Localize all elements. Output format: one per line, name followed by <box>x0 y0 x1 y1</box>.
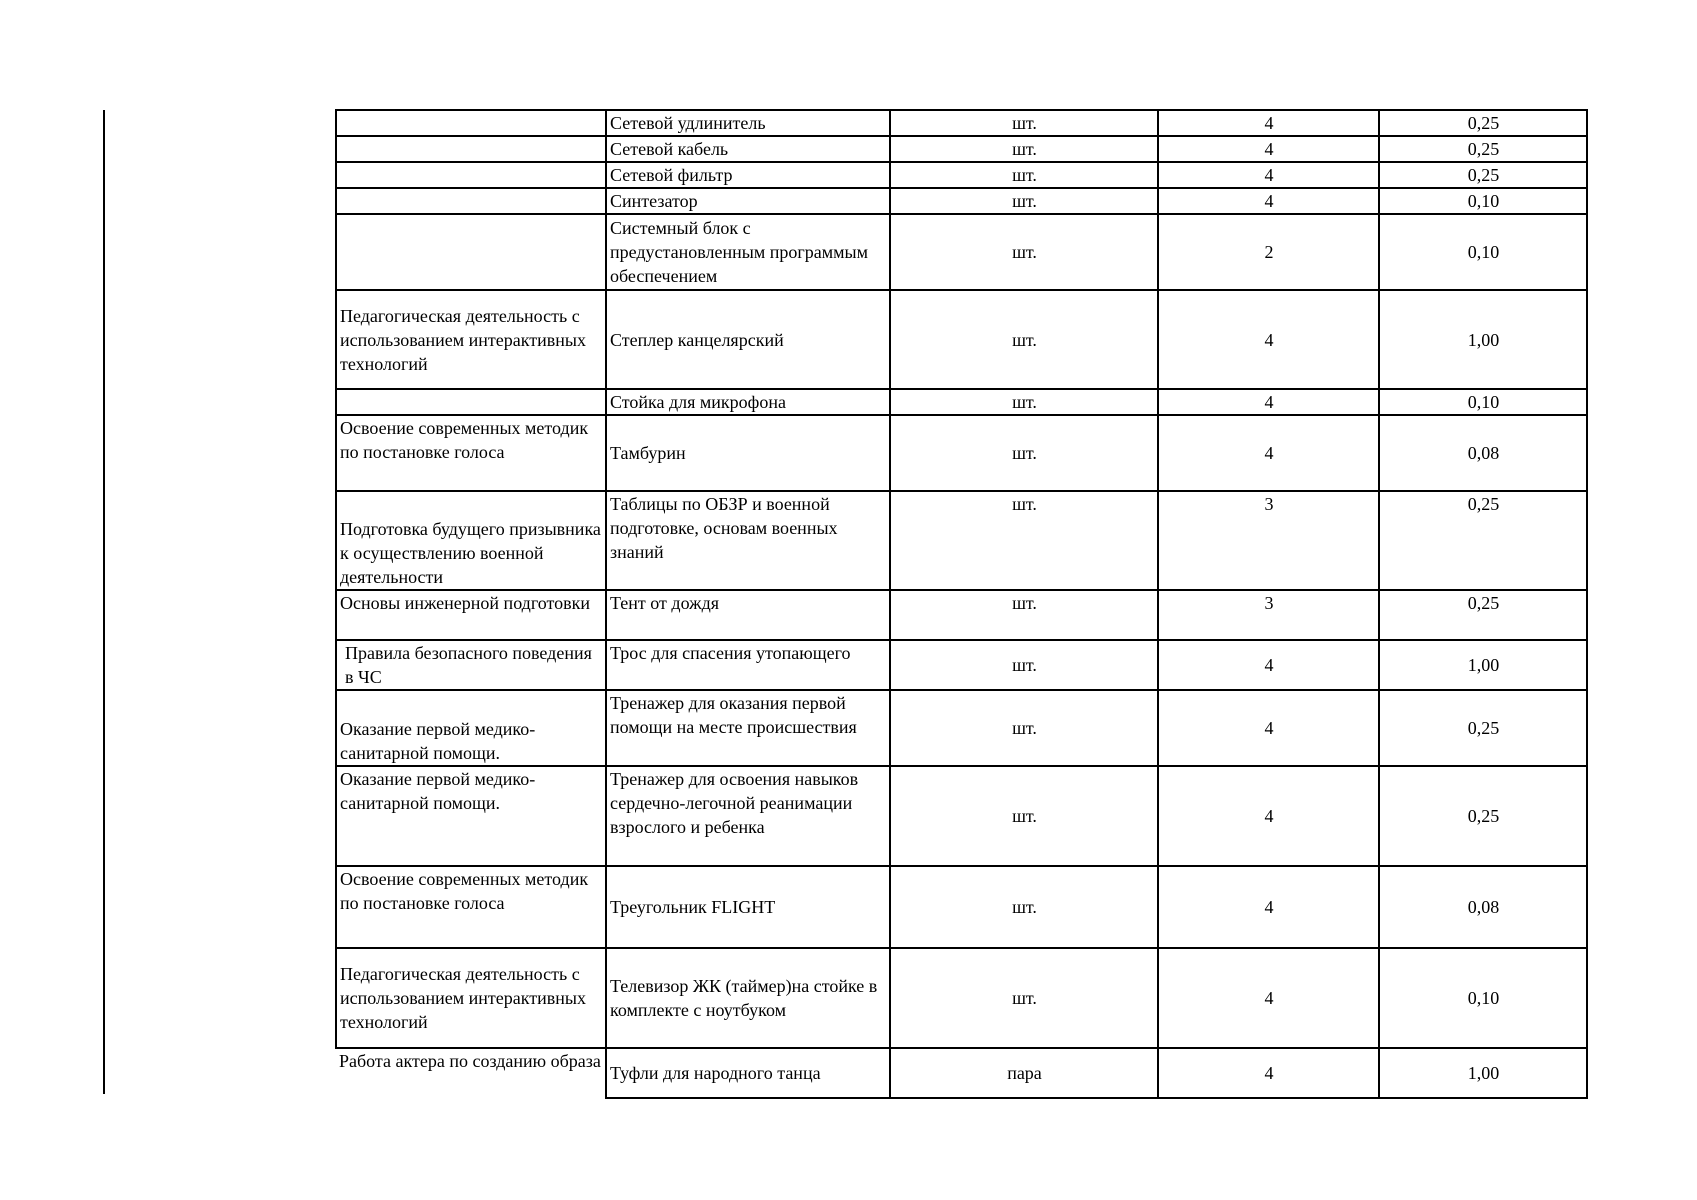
unit-cell: шт. <box>890 136 1158 162</box>
norm-cell: 0,08 <box>1379 866 1587 948</box>
norm-cell: 0,10 <box>1379 214 1587 290</box>
item-cell: Тренажер для освоения навыков сердечно-легочной реанимации взрослого и ребенка <box>606 766 890 866</box>
item-cell: Сетевой удлинитель <box>606 110 890 136</box>
table-row <box>336 136 1587 162</box>
item-cell: Тент от дождя <box>606 590 890 640</box>
item-cell: Стойка для микрофона <box>606 389 890 415</box>
unit-cell: шт. <box>890 162 1158 188</box>
norm-cell: 0,10 <box>1379 188 1587 214</box>
item-cell: Сетевой фильтр <box>606 162 890 188</box>
activity-cell: Педагогическая деятельность с использованием интерактивных технологий <box>336 290 606 389</box>
activity-cell: Освоение современных методик по постановке голоса <box>336 866 606 948</box>
norm-cell: 0,10 <box>1379 389 1587 415</box>
norm-cell: 0,10 <box>1379 948 1587 1048</box>
table-row <box>336 214 1587 290</box>
item-cell: Сетевой кабель <box>606 136 890 162</box>
norm-cell: 0,08 <box>1379 415 1587 491</box>
table-row <box>336 766 1587 866</box>
norm-cell: 0,25 <box>1379 491 1587 590</box>
qty-cell: 4 <box>1158 866 1379 948</box>
qty-cell: 4 <box>1158 948 1379 1048</box>
qty-cell: 4 <box>1158 766 1379 866</box>
unit-cell: шт. <box>890 188 1158 214</box>
activity-cell <box>336 188 606 214</box>
table-row <box>336 1048 1587 1098</box>
equipment-table <box>335 109 1588 1099</box>
activity-cell: Основы инженерной подготовки <box>336 590 606 640</box>
table-row <box>336 866 1587 948</box>
table-row <box>336 290 1587 389</box>
table-row <box>336 690 1587 766</box>
table-row <box>336 110 1587 136</box>
qty-cell: 3 <box>1158 590 1379 640</box>
item-cell: Тренажер для оказания первой помощи на месте происшествия <box>606 690 890 766</box>
unit-cell: шт. <box>890 491 1158 590</box>
unit-cell: шт. <box>890 948 1158 1048</box>
page-margin-rule <box>103 110 105 1094</box>
unit-cell: шт. <box>890 866 1158 948</box>
qty-cell: 4 <box>1158 162 1379 188</box>
norm-cell: 0,25 <box>1379 136 1587 162</box>
norm-cell: 0,25 <box>1379 690 1587 766</box>
norm-cell: 0,25 <box>1379 766 1587 866</box>
unit-cell: шт. <box>890 110 1158 136</box>
norm-cell: 0,25 <box>1379 110 1587 136</box>
item-cell: Трос для спасения утопающего <box>606 640 890 690</box>
qty-cell: 3 <box>1158 491 1379 590</box>
item-cell: Туфли для народного танца <box>606 1048 890 1098</box>
unit-cell: шт. <box>890 590 1158 640</box>
item-cell: Степлер канцелярский <box>606 290 890 389</box>
qty-cell: 4 <box>1158 1048 1379 1098</box>
qty-cell: 4 <box>1158 290 1379 389</box>
table-row <box>336 948 1587 1048</box>
activity-cell <box>336 214 606 290</box>
item-cell: Телевизор ЖК (таймер)на стойке в комплекте с ноутбуком <box>606 948 890 1048</box>
table-row <box>336 162 1587 188</box>
activity-cell: Оказание первой медико-санитарной помощи. <box>336 766 606 866</box>
item-cell: Синтезатор <box>606 188 890 214</box>
activity-cell <box>336 110 606 136</box>
unit-cell: шт. <box>890 415 1158 491</box>
activity-cell: Правила безопасного поведения в ЧС <box>336 640 606 690</box>
table-row <box>336 188 1587 214</box>
activity-cell: Работа актера по созданию образа <box>336 1048 606 1098</box>
unit-cell: шт. <box>890 640 1158 690</box>
norm-cell: 1,00 <box>1379 290 1587 389</box>
qty-cell: 4 <box>1158 110 1379 136</box>
activity-cell: Подготовка будущего призывника к осуществлению военной деятельности <box>336 491 606 590</box>
norm-cell: 0,25 <box>1379 162 1587 188</box>
activity-cell: Педагогическая деятельность с использованием интерактивных технологий <box>336 948 606 1048</box>
qty-cell: 4 <box>1158 188 1379 214</box>
norm-cell: 1,00 <box>1379 640 1587 690</box>
activity-cell <box>336 162 606 188</box>
unit-cell: шт. <box>890 290 1158 389</box>
unit-cell: шт. <box>890 766 1158 866</box>
unit-cell: шт. <box>890 214 1158 290</box>
activity-cell: Освоение современных методик по постановке голоса <box>336 415 606 491</box>
item-cell: Тамбурин <box>606 415 890 491</box>
qty-cell: 4 <box>1158 415 1379 491</box>
table-row <box>336 491 1587 590</box>
item-cell: Таблицы по ОБЗР и военной подготовке, основам военных знаний <box>606 491 890 590</box>
table-row <box>336 590 1587 640</box>
item-cell: Треугольник FLIGHT <box>606 866 890 948</box>
activity-cell <box>336 389 606 415</box>
activity-cell: Оказание первой медико-санитарной помощи. <box>336 690 606 766</box>
unit-cell: шт. <box>890 389 1158 415</box>
qty-cell: 2 <box>1158 214 1379 290</box>
table-row <box>336 389 1587 415</box>
qty-cell: 4 <box>1158 136 1379 162</box>
unit-cell: шт. <box>890 690 1158 766</box>
item-cell: Системный блок с предустановленным программым обеспечением <box>606 214 890 290</box>
qty-cell: 4 <box>1158 690 1379 766</box>
qty-cell: 4 <box>1158 640 1379 690</box>
activity-cell <box>336 136 606 162</box>
norm-cell: 1,00 <box>1379 1048 1587 1098</box>
norm-cell: 0,25 <box>1379 590 1587 640</box>
table-row <box>336 415 1587 491</box>
table-row <box>336 640 1587 690</box>
qty-cell: 4 <box>1158 389 1379 415</box>
unit-cell: пара <box>890 1048 1158 1098</box>
